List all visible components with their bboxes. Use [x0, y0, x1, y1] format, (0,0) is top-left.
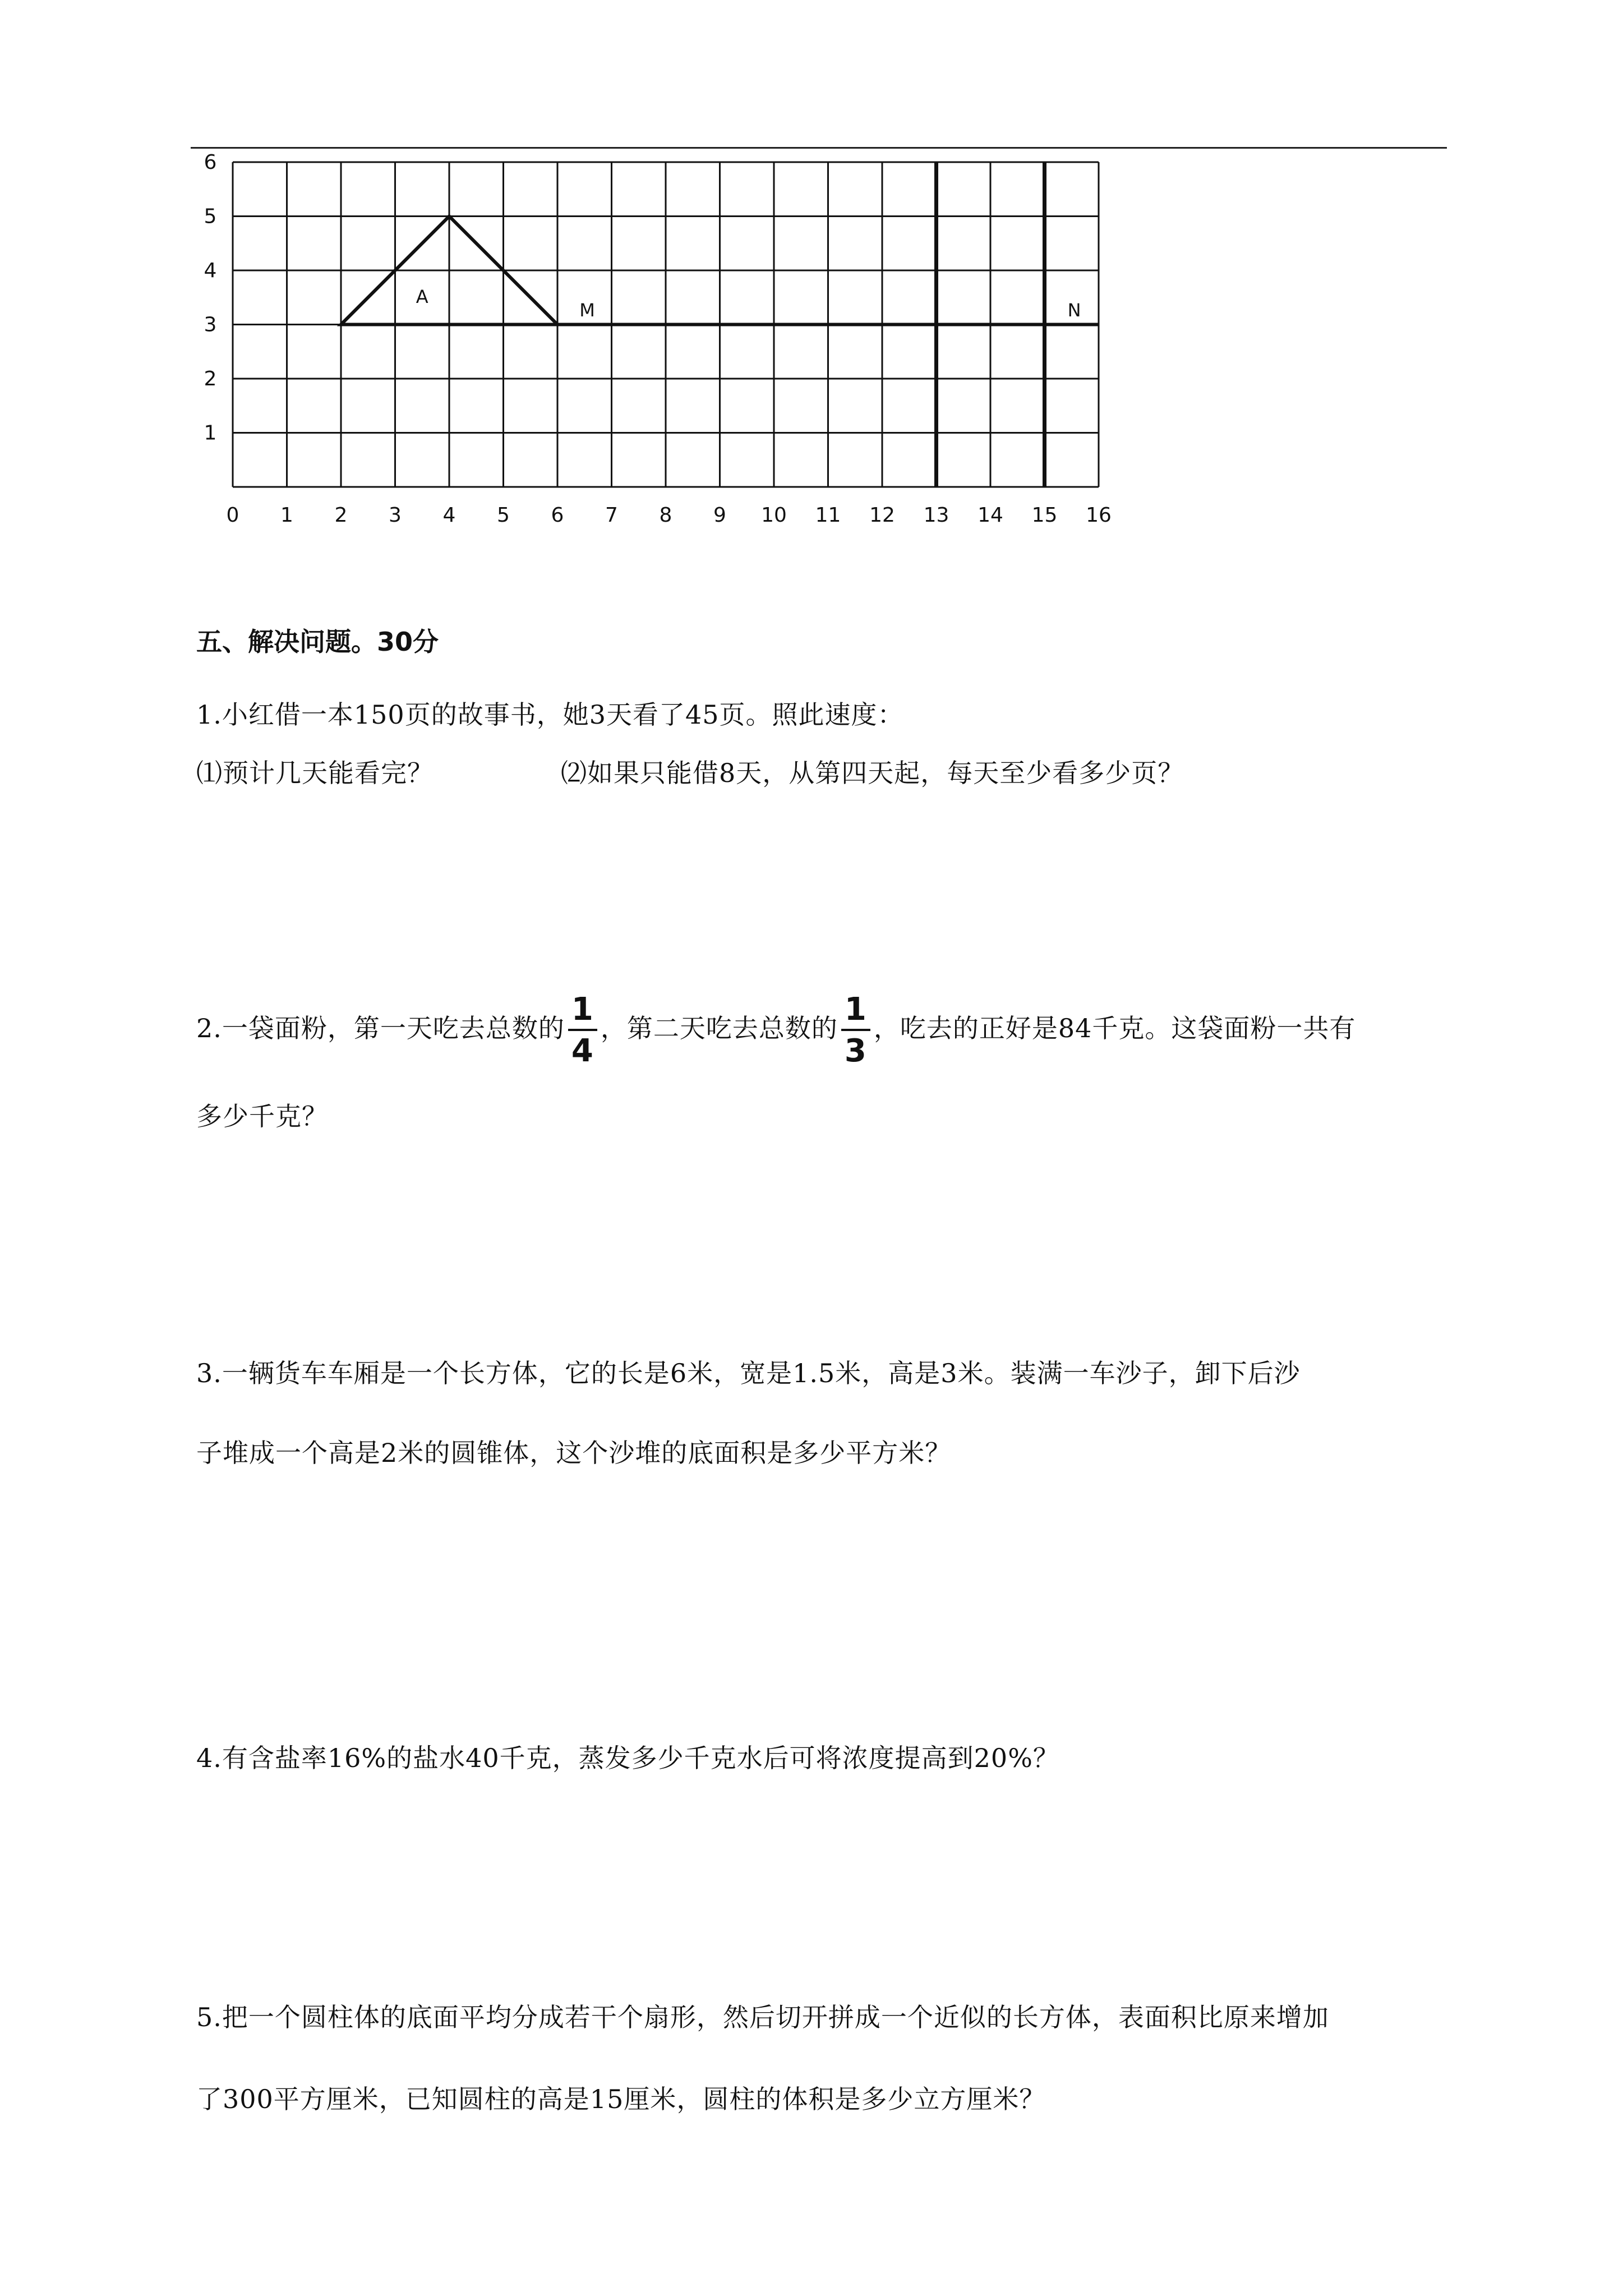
fraction-one-third [841, 991, 870, 1069]
x-tick-label: 7 [605, 504, 618, 527]
x-tick-label: 6 [551, 504, 564, 527]
x-tick-label: 12 [869, 504, 895, 527]
y-tick-label: 5 [204, 205, 217, 228]
y-tick-label: 1 [204, 421, 217, 445]
problem-4-line-1: 4.有含盐率16%的盐水40千克，蒸发多少千克水后可将浓度提高到20%？ [196, 1743, 1059, 1773]
x-tick-label: 2 [334, 504, 348, 527]
problem-3-line-1: 3.一辆货车车厢是一个长方体，它的长是6米，宽是1.5米，高是3米。装满一车沙子，卸下后沙 [196, 1358, 1301, 1388]
problem-1-question-1: ⑴预计几天能看完？ [196, 758, 434, 788]
x-tick-label: 14 [978, 504, 1003, 527]
x-tick-label: 4 [442, 504, 456, 527]
fraction-denominator: 4 [571, 1033, 594, 1069]
x-tick-label: 15 [1031, 504, 1058, 527]
x-tick-label: 10 [761, 504, 787, 527]
x-tick-label: 5 [497, 504, 510, 527]
problem-1-question-2: ⑵如果只能借8天，从第四天起，每天至少看多少页？ [561, 758, 1184, 788]
problem-2-line-1 [196, 991, 1356, 1069]
fraction-one-quarter [568, 991, 597, 1069]
section-title: 五、解决问题。30分 [196, 627, 439, 657]
x-tick-label: 3 [389, 504, 402, 527]
y-tick-label: 6 [204, 151, 217, 174]
fraction-denominator: 3 [844, 1033, 867, 1069]
y-tick-label: 4 [204, 259, 217, 282]
label-n: N [1067, 300, 1081, 321]
header-rule [191, 147, 1447, 149]
coordinate-grid [179, 151, 1133, 527]
problem-2-text-b: ，第二天吃去总数的 [600, 1013, 838, 1043]
x-tick-label: 11 [815, 504, 841, 527]
fraction-numerator: 1 [844, 991, 867, 1028]
x-tick-label: 13 [923, 504, 949, 527]
y-tick-label: 2 [204, 367, 217, 390]
y-tick-label: 3 [204, 313, 217, 337]
x-tick-label: 8 [659, 504, 672, 527]
x-tick-label: 0 [226, 504, 239, 527]
problem-5-line-1: 5.把一个圆柱体的底面平均分成若干个扇形，然后切开拼成一个近似的长方体，表面积比原来增加 [196, 2002, 1329, 2032]
problem-2-text-c: ，吃去的正好是84千克。这袋面粉一共有 [873, 1013, 1356, 1043]
problem-5-line-2: 了300平方厘米，已知圆柱的高是15厘米，圆柱的体积是多少立方厘米？ [196, 2084, 1046, 2114]
problem-3-line-2: 子堆成一个高是2米的圆锥体，这个沙堆的底面积是多少平方米？ [196, 1438, 952, 1468]
x-tick-label: 16 [1086, 504, 1112, 527]
x-tick-label: 1 [280, 504, 293, 527]
problem-2-text-a: 2.一袋面粉，第一天吃去总数的 [196, 1013, 565, 1043]
label-a: A [416, 286, 428, 307]
problem-2-line-2: 多少千克？ [196, 1101, 328, 1131]
fraction-numerator: 1 [571, 991, 594, 1028]
problem-1-stem: 1.小红借一本150页的故事书，她3天看了45页。照此速度： [196, 700, 904, 730]
x-tick-label: 9 [713, 504, 726, 527]
label-m: M [579, 300, 595, 321]
